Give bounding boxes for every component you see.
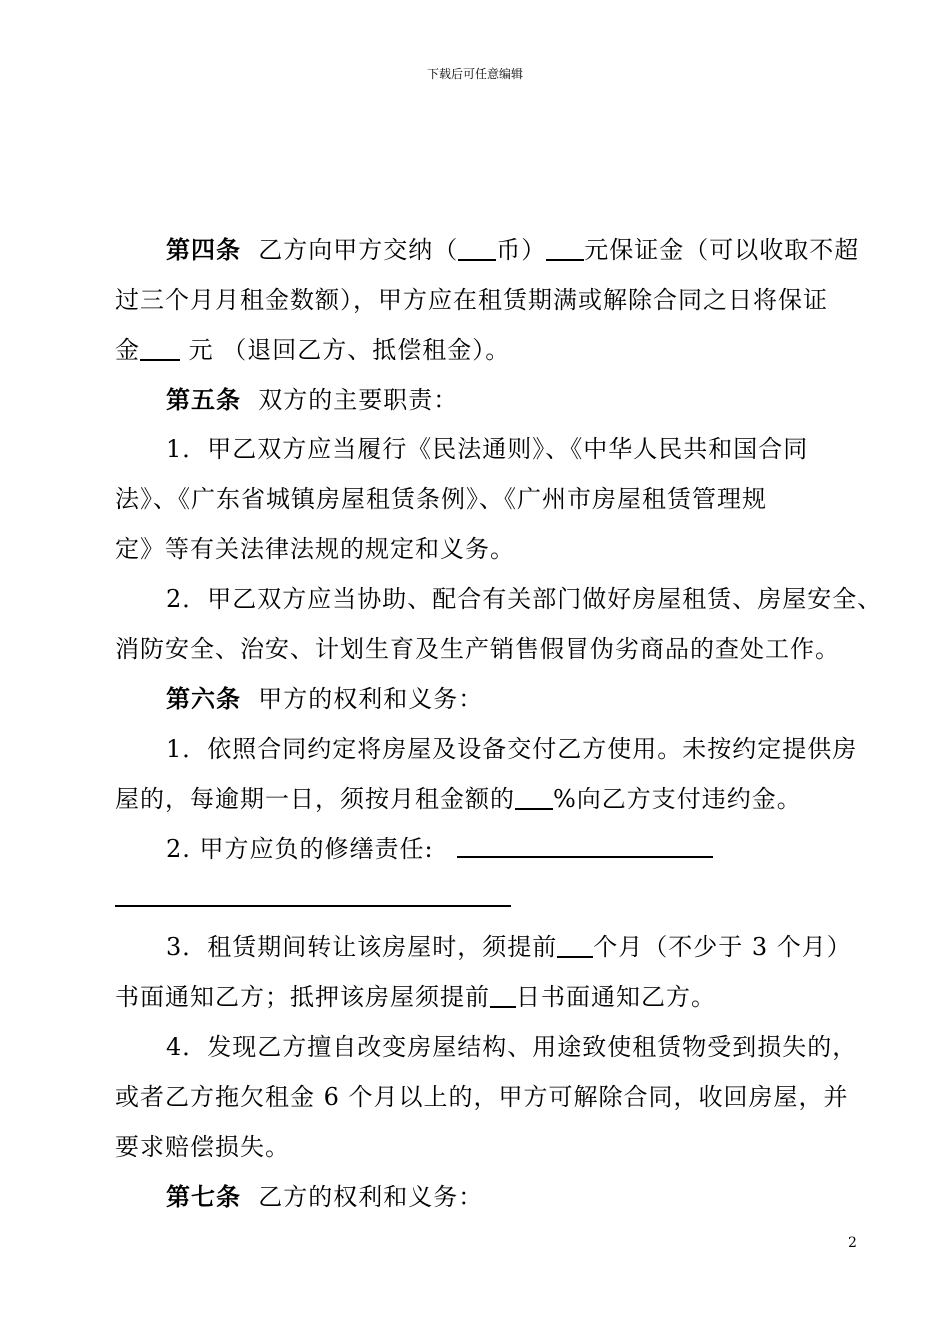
article-5-item-1-line-3: 定》等有关法律法规的规定和义务。 (115, 535, 515, 563)
transfer-notice-months-blank[interactable] (557, 932, 593, 958)
article-6-item-1-line-1: 1．依照合同约定将房屋及设备交付乙方使用。未按约定提供房 (166, 735, 858, 763)
article-6-item-2: 2. 甲方应负的修缮责任: (166, 835, 434, 863)
article-5-item-1-line-2: 法》、《广东省城镇房屋租赁条例》、《广州市房屋租赁管理规 (115, 485, 767, 513)
penalty-percent-blank[interactable] (515, 784, 553, 810)
article-5-title: 第五条 (166, 385, 241, 414)
article-6-item-3-line-1 (166, 930, 852, 964)
article-4-text-d: 金 (115, 336, 140, 364)
article-6-item-1-text-b: %向乙方支付违约金。 (553, 785, 802, 813)
currency-blank[interactable] (458, 235, 496, 261)
article-6-title: 第六条 (166, 684, 241, 713)
article-5-item-1-line-1: 1．甲乙双方应当履行《民法通则》、《中华人民共和国合同 (166, 435, 809, 463)
article-6-item-3-text-c: 书面通知乙方；抵押该房屋须提前 (115, 983, 490, 1011)
article-4-line-3 (115, 333, 510, 367)
mortgage-notice-days-blank[interactable] (490, 982, 516, 1008)
article-6-heading (166, 682, 483, 716)
page-header: 下载后可任意编辑 (426, 67, 523, 81)
article-4-text-e: 元 （退回乙方、抵偿租金）。 (188, 336, 511, 364)
article-6-item-1-line-2 (115, 782, 802, 816)
article-6-item-3-line-2 (115, 980, 716, 1014)
article-4-text-c: 元保证金（可以收取不超 (584, 236, 860, 264)
article-4-line-2: 过三个月月租金数额），甲方应在租赁期满或解除合同之日将保证 (115, 286, 828, 314)
article-6-item-3-text-b: 个月（不少于 3 个月） (593, 933, 852, 961)
repair-responsibility-blank-2[interactable] (115, 905, 511, 907)
article-5-item-2-line-2: 消防安全、治安、计划生育及生产销售假冒伪劣商品的查处工作。 (115, 635, 840, 663)
article-5-subject: 双方的主要职责： (258, 386, 459, 414)
article-6-item-4-line-2: 或者乙方拖欠租金 6 个月以上的，甲方可解除合同，收回房屋，并 (115, 1083, 849, 1111)
article-7-subject: 乙方的权利和义务： (258, 1183, 484, 1211)
page-number: 2 (848, 1235, 857, 1251)
article-6-item-4-line-3: 要求赔偿损失。 (115, 1133, 290, 1161)
article-6-item-4-line-1: 4．发现乙方擅自改变房屋结构、用途致使租赁物受到损失的， (166, 1033, 858, 1061)
deposit-amount-blank[interactable] (546, 235, 584, 261)
article-6-item-3-text-a: 3．租赁期间转让该房屋时，须提前 (166, 933, 558, 961)
article-6-subject: 甲方的权利和义务： (258, 685, 484, 713)
article-4-text-b: 币） (496, 236, 547, 264)
article-7-title: 第七条 (166, 1182, 241, 1211)
article-6-item-1-text-a: 屋的，每逾期一日，须按月租金额的 (115, 785, 515, 813)
article-6-item-3-text-d: 日书面通知乙方。 (516, 983, 716, 1011)
article-4-text-a: 乙方向甲方交纳（ (258, 236, 459, 264)
article-4-line-1 (166, 233, 859, 267)
article-4-title: 第四条 (166, 235, 241, 264)
refund-amount-blank[interactable] (140, 335, 180, 361)
repair-responsibility-blank-1[interactable] (457, 856, 713, 858)
article-7-heading (166, 1180, 483, 1214)
article-5-item-2-line-1: 2．甲乙双方应当协助、配合有关部门做好房屋租赁、房屋安全、 (166, 585, 883, 613)
article-5-heading (166, 383, 458, 417)
